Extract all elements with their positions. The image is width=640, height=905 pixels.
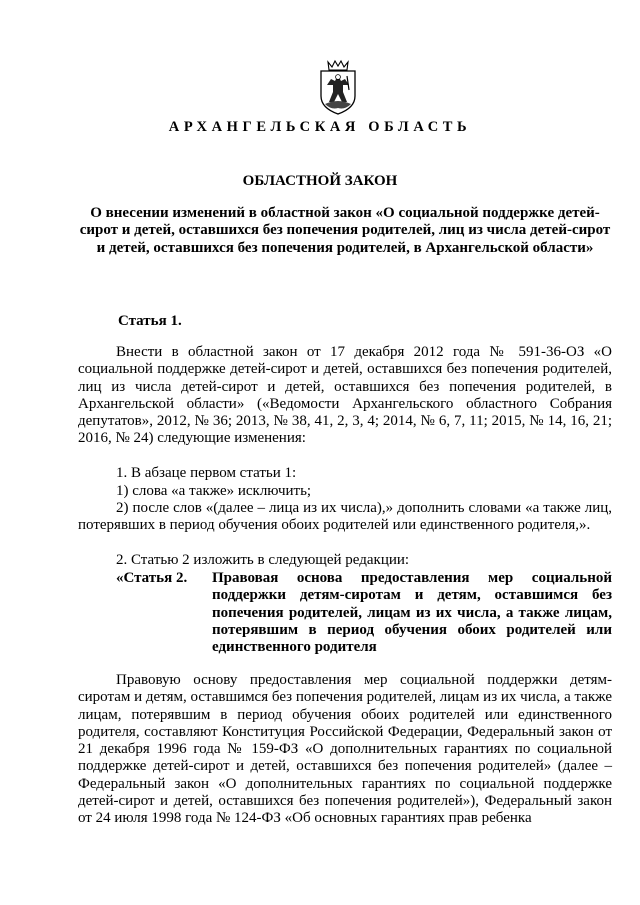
item-1-sub-1: 1) слова «а также» исключить; [116, 483, 312, 499]
item-1-sub-2: 2) после слов «(далее – лица из их числа),» дополнить словами «а также лиц, потерявших в период обучения обоих родителей или единственного родителя,». [78, 500, 612, 534]
article-1-heading: Статья 1. [118, 313, 182, 329]
coat-of-arms-icon [311, 58, 365, 116]
article-2-title: Правовая основа предоставления мер социальной поддержки детям-сиротам и детям, оставшимся без попечения родителей, лицам из их числа, а также лицам, потерявшим в период обучения обоих родителей или единственного родителя [212, 570, 612, 656]
region-name: АРХАНГЕЛЬСКАЯ ОБЛАСТЬ [168, 119, 472, 135]
law-title: О внесении изменений в областной закон «О социальной поддержке детей-сирот и детей, оставшихся без попечения родителей, лиц из числа детей-сирот и детей, оставшихся без попечения родителей, в Архангельской области» [79, 205, 611, 256]
item-2-heading: 2. Статью 2 изложить в следующей редакции: [116, 552, 410, 568]
article-2-text: Правовую основу предоставления мер социальной поддержки детям-сиротам и детям, оставшимся без попечения родителей, лицам из их числа, а также лицам, потерявшим в период обучения обоих родителей или единственного родителя, составляют Конституция Российской Федерации, Федеральный закон от 21 декабря 1996 года № 159-ФЗ «О дополнительных гарантиях по социальной поддержке детей-сирот и детей, оставшихся без попечения родителей» (далее – Федеральный закон «О дополнительных гарантиях по социальной поддержке детей-сирот и детей, оставшихся без попечения родителей»), Федеральный закон от 24 июля 1998 года № 124-ФЗ «Об основных гарантиях прав ребенка [78, 672, 612, 827]
law-type: ОБЛАСТНОЙ ЗАКОН [242, 173, 398, 189]
article-1-intro: Внести в областной закон от 17 декабря 2012 года № 591-36-ОЗ «О социальной поддержке детей-сирот и детей, оставшихся без попечения родителей, лиц из числа детей-сирот и детей, оставшихся без попечения родителей, в Архангельской области» («Ведомости Архангельского областного Собрания депутатов», 2012, № 36; 2013, № 38, 41, 2, 3, 4; 2014, № 6, 7, 11; 2015, № 14, 16, 21; 2016, № 24) следующие изменения: [78, 344, 612, 447]
item-1-heading: 1. В абзаце первом статьи 1: [116, 465, 297, 481]
article-2-label: «Статья 2. [116, 570, 188, 586]
